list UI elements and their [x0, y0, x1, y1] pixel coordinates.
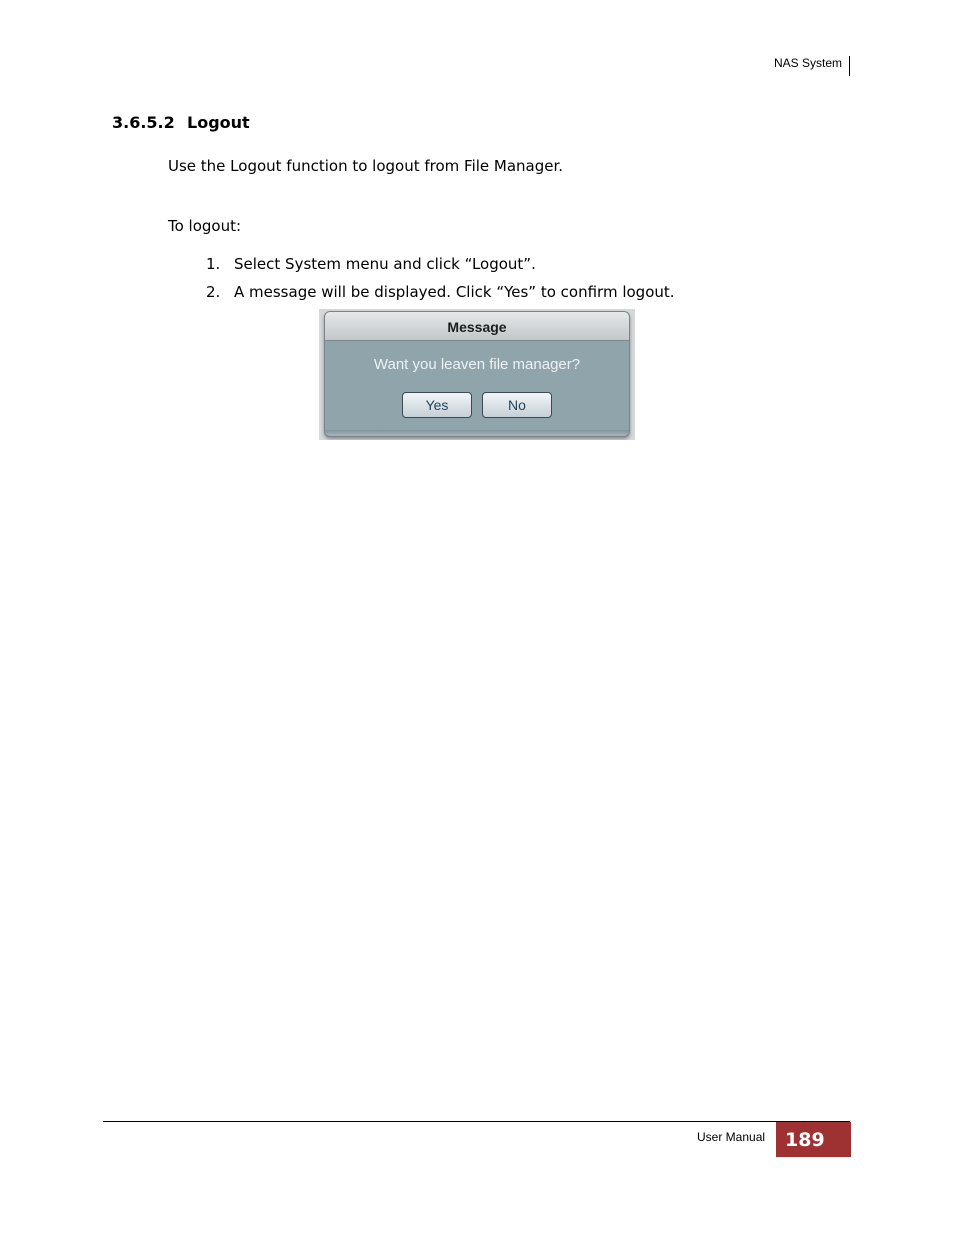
logout-dialog: [324, 311, 630, 437]
yes-button[interactable]: Yes: [402, 392, 472, 418]
dialog-title: Message: [325, 312, 629, 341]
dialog-message: Want you leaven file manager?: [373, 356, 581, 373]
dialog-screenshot: [319, 309, 635, 440]
section-number: 3.6.5.2: [112, 113, 175, 132]
step-text: A message will be displayed. Click “Yes” to confirm logout.: [234, 283, 675, 301]
footer-label: User Manual: [697, 1130, 766, 1144]
header-divider: [849, 56, 850, 76]
section-title: Logout: [187, 113, 250, 132]
dialog-footer: [325, 430, 629, 436]
page-number-badge: [776, 1122, 851, 1157]
steps-list: [206, 255, 675, 311]
dialog-button-row: [325, 392, 629, 418]
list-item: [206, 255, 675, 283]
step-number: 1.: [206, 255, 221, 273]
no-button[interactable]: No: [482, 392, 552, 418]
intro-paragraph: Use the Logout function to logout from File Manager.: [168, 157, 564, 175]
step-number: 2.: [206, 283, 221, 301]
step-text: Select System menu and click “Logout”.: [234, 255, 536, 273]
list-item: [206, 283, 675, 311]
footer-divider: [103, 1121, 850, 1122]
section-heading: [112, 113, 250, 133]
procedure-label: To logout:: [168, 217, 242, 235]
header-label: NAS System: [773, 56, 842, 70]
page-number: 189: [785, 1129, 825, 1151]
